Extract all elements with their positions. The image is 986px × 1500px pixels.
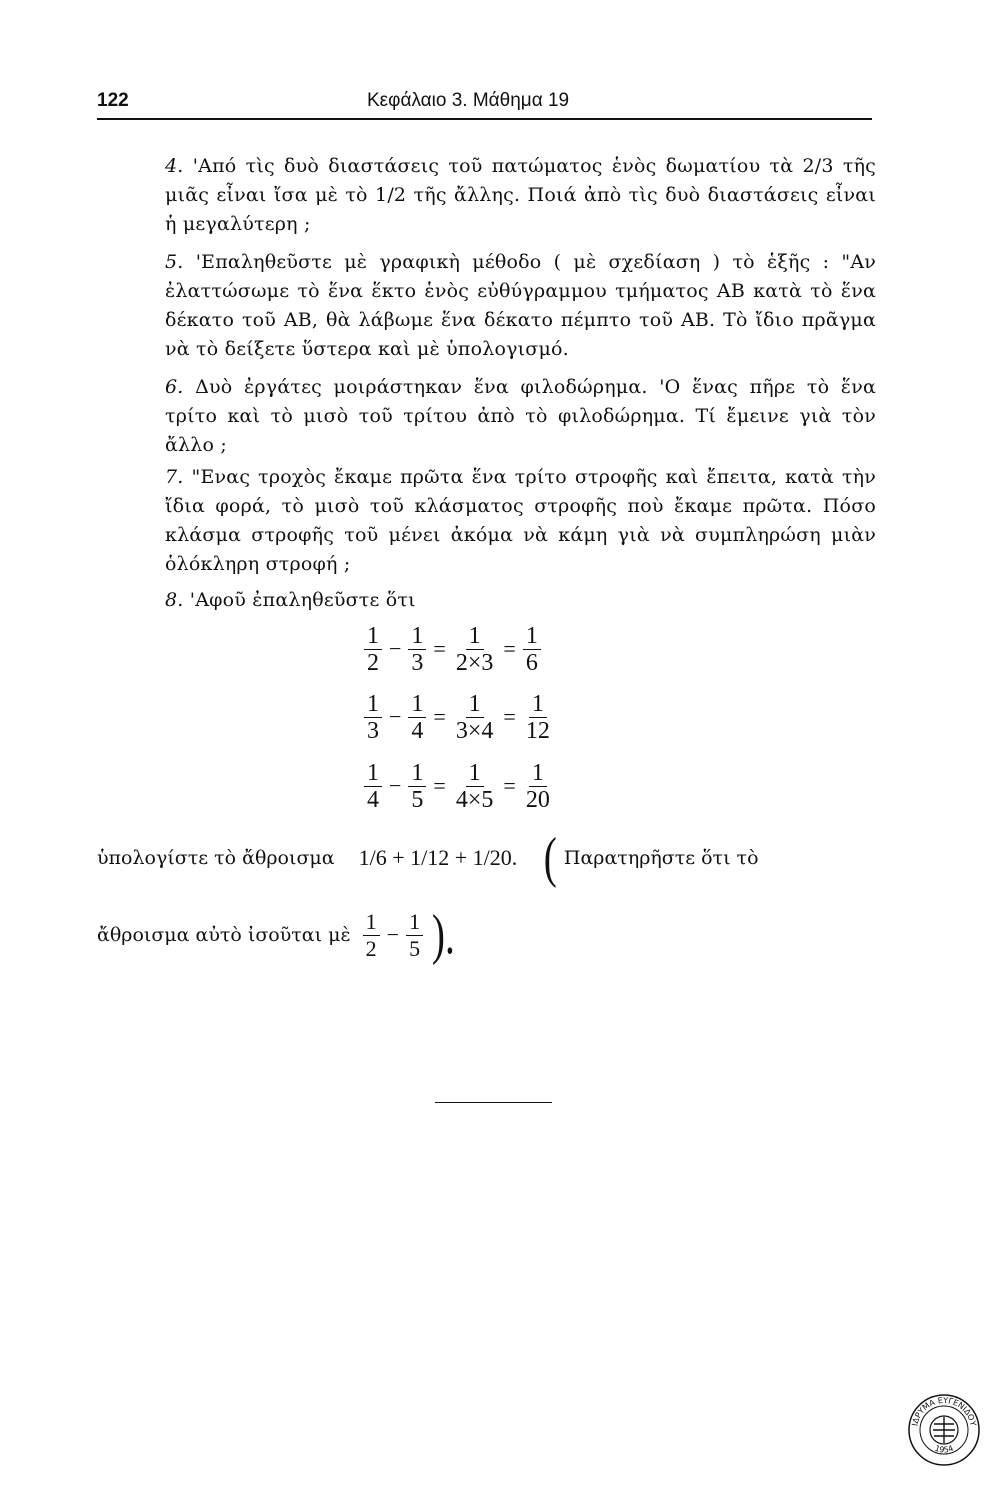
- summary-line: [97, 827, 887, 889]
- numerator: 1: [529, 691, 547, 718]
- exercise-text: "Ενας τροχὸς ἔκαμε πρῶτα ἕνα τρίτο στροφῆς καὶ ἔπειτα, κατὰ τὴν ἴδια φορά, τὸ μισὸ τοῦ κλάσματος στροφῆς ποὺ ἔκαμε πρῶτα. Πόσο κλάσμα στροφῆς τοῦ μένει ἀκόμα νὰ κάμη γιὰ νὰ συμπληρώση μιὰν ὁλόκληρη στροφή ;: [165, 466, 876, 575]
- denominator: 2×3: [455, 649, 494, 676]
- exercise-7: [97, 463, 876, 579]
- close-paren: ).: [431, 904, 455, 966]
- numerator: 1: [363, 909, 380, 936]
- fraction: [363, 909, 380, 962]
- denominator: 3×4: [455, 717, 494, 744]
- exercise-number: 7.: [165, 466, 184, 488]
- numerator: 1: [364, 623, 382, 650]
- fraction: [523, 623, 541, 676]
- exercise-text: 'Επαληθεῦστε μὲ γραφικὴ μέθοδο ( μὲ σχεδίαση ) τὸ ἑξῆς : "Αν ἐλαττώσωμε τὸ ἕνα ἕκτο ἑνὸς εὐθύγραμμου τμήματος ΑΒ κατὰ τὸ ἕνα δέκατο τοῦ ΑΒ, θὰ λάβωμε ἕνα δέκατο πέμπτο τοῦ ΑΒ. Τὸ ἴδιο πρᾶγμα νὰ τὸ δείξετε ὕστερα καὶ μὲ ὑπολογισμό.: [165, 251, 876, 360]
- exercise-8: [97, 586, 597, 615]
- numerator: 1: [406, 909, 423, 936]
- exercise-text: 'Αφοῦ ἐπαληθεῦστε ὅτι: [189, 589, 416, 611]
- numerator: 1: [364, 691, 382, 718]
- fraction: [364, 691, 382, 744]
- denominator: 5: [409, 935, 421, 961]
- fraction: [453, 691, 497, 744]
- seal-year: 1954: [933, 1443, 955, 1455]
- foundation-seal-icon: [907, 1393, 981, 1467]
- numerator: 1: [523, 623, 541, 650]
- equals-sign: =: [433, 704, 446, 729]
- denominator: 3: [411, 649, 424, 676]
- equation-3: [360, 757, 660, 815]
- numerator: 1: [466, 760, 484, 787]
- exercise-6: [97, 373, 876, 460]
- fraction: [453, 760, 497, 813]
- page-header: [97, 86, 872, 116]
- end-rule: [435, 1102, 552, 1103]
- equals-sign: =: [433, 773, 446, 798]
- fraction: [406, 909, 423, 962]
- minus-sign: −: [389, 636, 402, 661]
- denominator: 4: [411, 717, 424, 744]
- denominator: 4: [367, 786, 379, 813]
- summary-note: Παρατηρῆστε ὅτι τὸ: [563, 847, 759, 869]
- header-rule: [97, 118, 872, 120]
- exercise-5: [97, 248, 876, 364]
- exercise-4: [97, 152, 876, 239]
- fraction: [453, 623, 497, 676]
- denominator: 5: [411, 786, 424, 813]
- equals-sign: =: [503, 773, 516, 798]
- fraction: [408, 691, 426, 744]
- fraction: [364, 623, 382, 676]
- summary-lead: ὑπολογίστε τὸ ἄθροισμα: [97, 847, 335, 869]
- seal-text: ΙΔΡΥΜΑ ΕΥΓΕΝΙΔΟΥ: [910, 1395, 978, 1427]
- numerator: 1: [364, 760, 382, 787]
- minus-sign: −: [389, 773, 402, 798]
- fraction: [408, 760, 426, 813]
- fraction: [523, 691, 553, 744]
- exercise-text: 'Από τὶς δυὸ διαστάσεις τοῦ πατώματος ἑνὸς δωματίου τὰ 2/3 τῆς μιᾶς εἶναι ἴσα μὲ τὸ 1/2 τῆς ἄλλης. Ποιά ἀπὸ τὶς δυὸ διαστάσεις εἶναι ἡ μεγαλύτερη ;: [165, 155, 876, 235]
- exercise-number: 8.: [165, 589, 184, 611]
- equation-1: [360, 620, 660, 678]
- numerator: 1: [466, 623, 484, 650]
- numerator: 1: [529, 760, 547, 787]
- equation-2: [360, 688, 660, 746]
- denominator: 3: [367, 717, 379, 744]
- exercise-number: 4.: [165, 155, 184, 177]
- denominator: 2: [365, 935, 377, 961]
- exercise-number: 6.: [165, 376, 184, 398]
- denominator: 6: [525, 649, 538, 676]
- denominator: 2: [367, 649, 379, 676]
- fraction: [408, 623, 426, 676]
- equals-sign: =: [503, 704, 516, 729]
- exercise-number: 5.: [165, 251, 184, 273]
- exercise-text: Δυὸ ἐργάτες μοιράστηκαν ἕνα φιλοδώρημα. 'Ο ἕνας πῆρε τὸ ἕνα τρίτο καὶ τὸ μισὸ τοῦ τρίτου ἀπὸ τὸ φιλοδώρημα. Τί ἔμεινε γιὰ τὸν ἄλλο ;: [165, 376, 876, 456]
- summary-lead-2: ἄθροισμα αὐτὸ ἰσοῦται μὲ: [97, 924, 351, 946]
- fraction: [523, 760, 553, 813]
- summary-line-2: [97, 900, 460, 970]
- summary-expression: 1/6 + 1/12 + 1/20.: [358, 845, 518, 870]
- equals-sign: =: [433, 636, 446, 661]
- open-paren: (: [544, 827, 558, 889]
- denominator: 12: [525, 717, 550, 744]
- chapter-title: Κεφάλαιο 3. Μάθημα 19: [367, 90, 570, 111]
- denominator: 20: [525, 786, 550, 813]
- numerator: 1: [408, 623, 426, 650]
- page-number: 122: [97, 90, 129, 111]
- fraction: [364, 760, 382, 813]
- numerator: 1: [466, 691, 484, 718]
- equals-sign: =: [503, 636, 516, 661]
- numerator: 1: [408, 760, 426, 787]
- numerator: 1: [408, 691, 426, 718]
- minus-sign: −: [389, 704, 402, 729]
- denominator: 4×5: [455, 786, 494, 813]
- minus-sign: −: [386, 922, 400, 947]
